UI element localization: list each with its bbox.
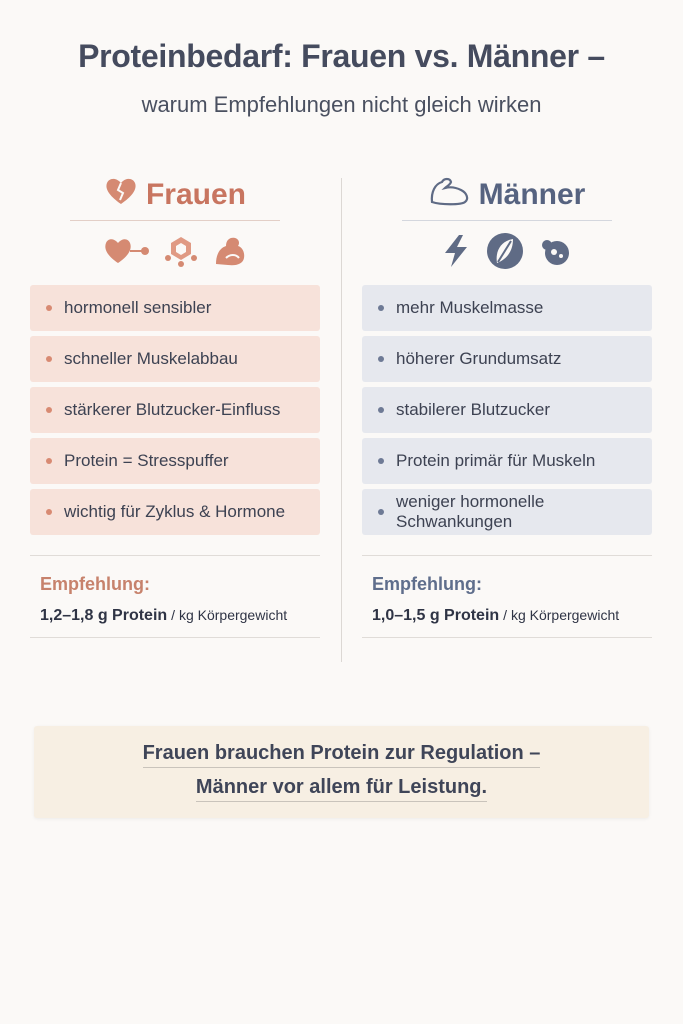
page-subtitle: warum Empfehlungen nicht gleich wirken [141,92,542,117]
list-item: höherer Grundumsatz [362,336,652,382]
men-item-list [362,285,652,535]
flexed-arm-icon [212,234,248,268]
heart-link-icon [102,235,150,267]
bullet-dot [378,509,384,515]
women-heading-label: Frauen [145,178,247,211]
list-item: weniger hormonelle Schwankungen [362,489,652,535]
summary-line-1: Frauen brauchen Protein zur Regulation – [143,742,541,768]
separator [30,555,320,556]
bicep-icon [429,176,471,214]
separator [362,555,652,556]
men-icon-row [362,221,652,281]
bullet-dot [46,356,52,362]
bullet-dot [46,458,52,464]
list-item: stabilerer Blutzucker [362,387,652,433]
list-item: mehr Muskelmasse [362,285,652,331]
heart-icon [104,176,138,214]
women-recommendation-value: 1,2–1,8 g Protein / kg Körpergewicht [40,607,288,624]
summary-box [34,726,649,818]
hormone-molecule-icon [164,234,198,268]
list-item: Protein primär für Muskeln [362,438,652,484]
bullet-dot [46,305,52,311]
bullet-dot [378,458,384,464]
women-column [30,170,320,638]
lightning-icon [441,233,471,269]
leaf-circle-icon [485,231,525,271]
bullet-dot [378,407,384,413]
list-item: wichtig für Zyklus & Hormone [30,489,320,535]
bullet-dot [46,509,52,515]
bullet-dot [378,305,384,311]
column-divider [341,178,342,662]
list-item: hormonell sensibler [30,285,320,331]
separator [30,637,320,638]
list-item: Protein = Stresspuffer [30,438,320,484]
bullet-dot [378,356,384,362]
blood-sugar-icon [539,235,573,267]
men-recommendation-label: Empfehlung: [372,574,482,594]
men-column [362,170,652,638]
men-heading-label: Männer [478,178,586,211]
separator [362,637,652,638]
women-item-list [30,285,320,535]
women-heading [30,170,320,220]
men-heading [362,170,652,220]
summary-line-2: Männer vor allem für Leistung. [196,776,487,802]
men-recommendation-value: 1,0–1,5 g Protein / kg Körpergewicht [372,607,620,624]
women-recommendation-label: Empfehlung: [40,574,150,594]
women-icon-row [30,221,320,281]
bullet-dot [46,407,52,413]
list-item: schneller Muskelabbau [30,336,320,382]
page-title: Proteinbedarf: Frauen vs. Männer – [78,38,605,74]
list-item: stärkerer Blutzucker-Einfluss [30,387,320,433]
